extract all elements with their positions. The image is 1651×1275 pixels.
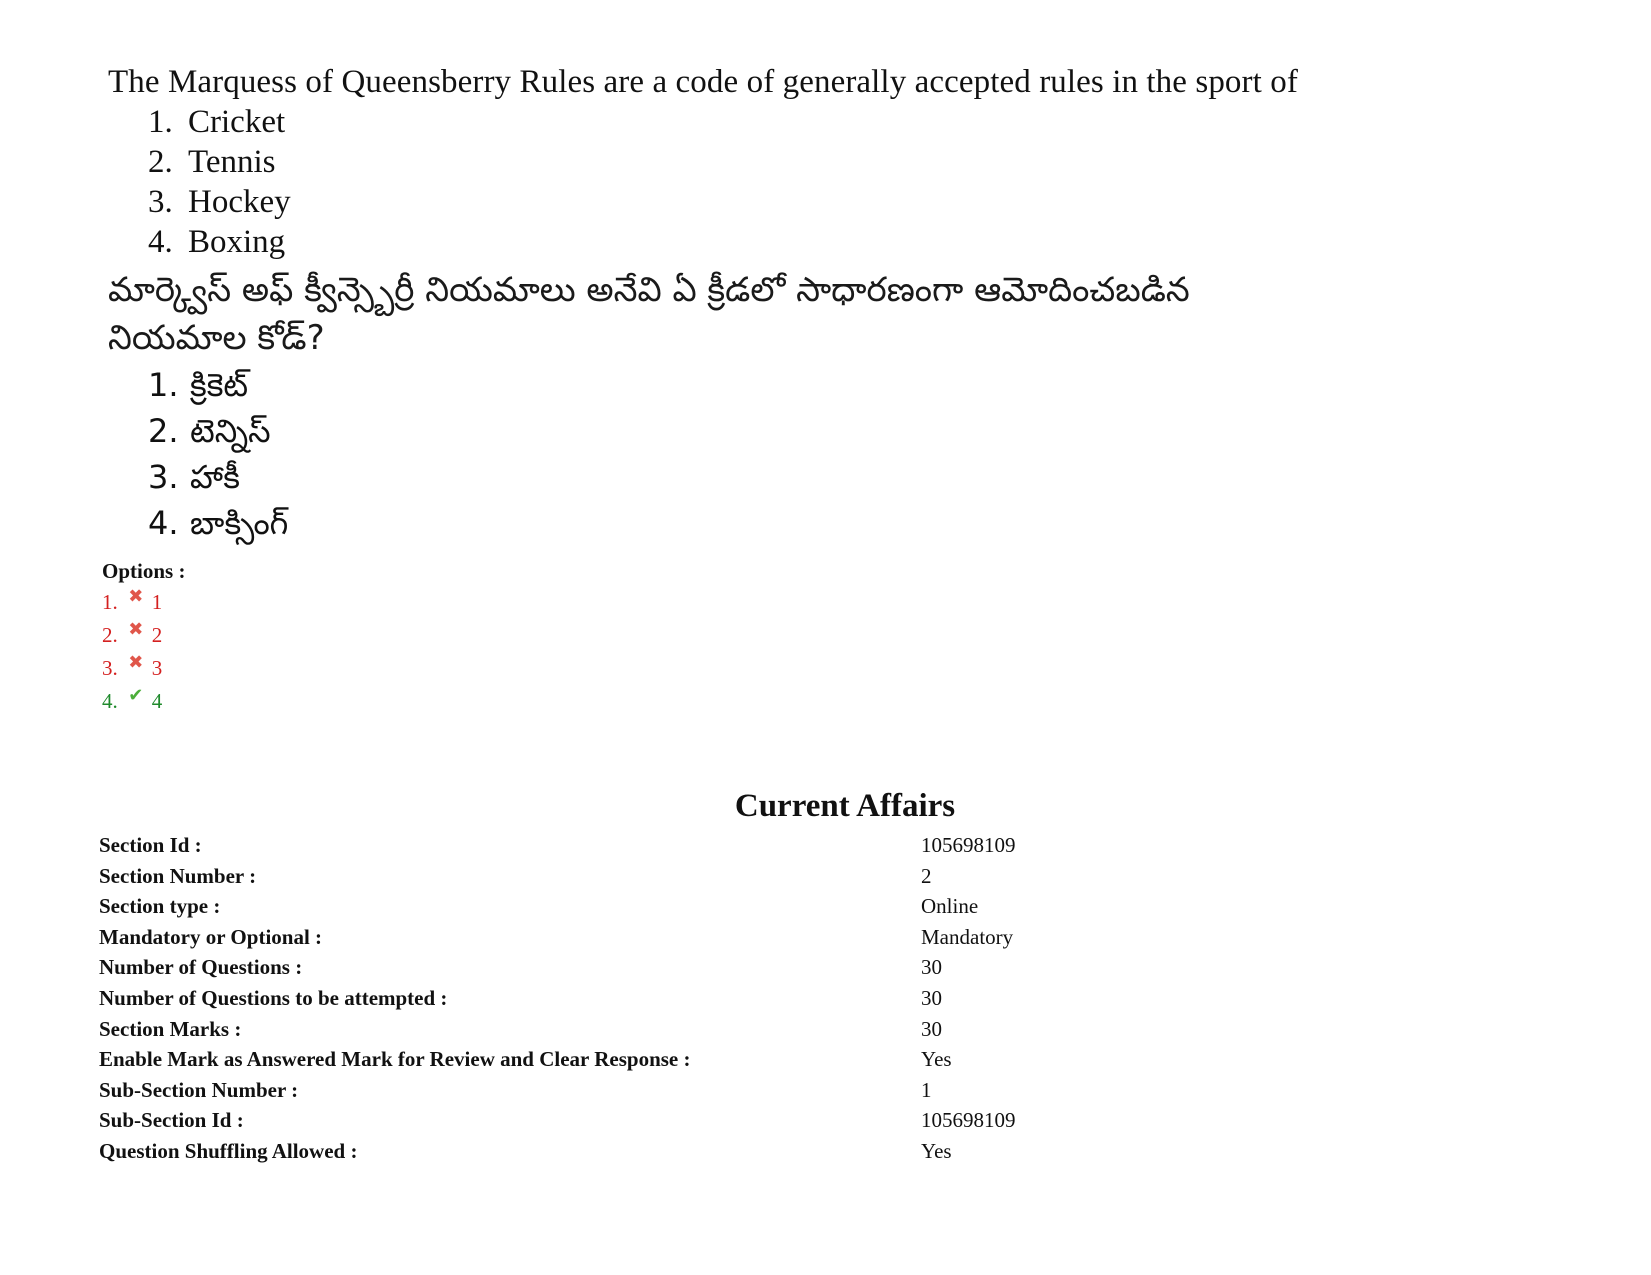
cross-icon: ✖ (128, 618, 144, 640)
option-number: 1. (148, 104, 173, 140)
question-option-english (108, 182, 1538, 222)
check-icon: ✔ (128, 684, 144, 706)
detail-label: Enable Mark as Answered Mark for Review and Clear Response : (99, 1047, 691, 1072)
option-number: 1. (148, 366, 179, 404)
detail-value: Yes (921, 1138, 952, 1163)
options-label: Options : (102, 559, 186, 583)
detail-value: 2 (921, 863, 932, 888)
question-options-english (108, 102, 1538, 262)
detail-label: Question Shuffling Allowed : (99, 1138, 358, 1163)
detail-label: Mandatory or Optional : (99, 924, 323, 949)
option-text: బాక్సింగ్ (190, 504, 289, 542)
question-option-telugu (108, 454, 1538, 500)
section-detail-row (99, 861, 1299, 892)
option-text: Cricket (188, 104, 286, 140)
detail-label: Section Number : (99, 863, 257, 888)
answer-option-number: 3. (102, 656, 118, 680)
option-text: Boxing (188, 224, 286, 260)
answer-option-number: 2. (102, 623, 118, 647)
answer-option-value: 1 (151, 590, 163, 614)
question-options-telugu (108, 362, 1538, 546)
option-number: 3. (148, 184, 173, 220)
section-detail-row (99, 1105, 1299, 1136)
section-detail-row (99, 952, 1299, 983)
option-text: టెన్నిస్ (190, 412, 271, 450)
detail-value: Yes (921, 1047, 952, 1072)
question-option-english (108, 222, 1538, 262)
detail-value: 1 (921, 1077, 932, 1102)
question-option-english (108, 142, 1538, 182)
question-option-telugu (108, 408, 1538, 454)
question-text-english: The Marquess of Queensberry Rules are a code of generally accepted rules in the sport of (108, 64, 1298, 100)
answer-option-row-correct (102, 685, 185, 718)
option-number: 4. (148, 224, 173, 260)
question-option-telugu (108, 362, 1538, 408)
detail-label: Number of Questions : (99, 955, 303, 980)
detail-label: Sub-Section Id : (99, 1108, 244, 1133)
section-detail-row (99, 1075, 1299, 1106)
answer-option-value: 2 (151, 623, 163, 647)
question-option-telugu (108, 500, 1538, 546)
detail-label: Section Marks : (99, 1016, 242, 1041)
answer-option-value: 4 (151, 689, 163, 713)
detail-label: Section Id : (99, 833, 202, 857)
option-text: క్రికెట్ (190, 366, 249, 404)
question-block (108, 62, 1538, 546)
answer-option-number: 4. (102, 689, 118, 713)
answer-option-value: 3 (151, 656, 163, 680)
question-text-telugu-line2: నియమాల కోడ్? (108, 318, 325, 358)
section-detail-row (99, 830, 1299, 861)
option-number: 2. (148, 144, 173, 180)
cross-icon: ✖ (128, 585, 144, 607)
section-detail-row (99, 922, 1299, 953)
detail-value: Mandatory (921, 924, 1014, 949)
option-text: హాకీ (190, 458, 240, 496)
option-text: Tennis (188, 144, 276, 180)
section-detail-row (99, 1044, 1299, 1075)
answer-option-number: 1. (102, 590, 118, 614)
question-text-telugu-line1: మార్క్వెస్ అఫ్ క్వీన్స్బెర్రీ నియమాలు అనేవి ఏ క్రీడలో సాధారణంగా ఆమోదించబడిన (108, 270, 1190, 310)
answer-option-row (102, 652, 185, 685)
answer-option-row (102, 586, 185, 619)
detail-value: 105698109 (921, 1108, 1016, 1133)
detail-value: 105698109 (921, 833, 1016, 857)
question-option-english (108, 102, 1538, 142)
section-detail-row (99, 983, 1299, 1014)
detail-value: 30 (921, 1016, 942, 1041)
option-number: 2. (148, 412, 179, 450)
cross-icon: ✖ (128, 651, 144, 673)
section-details (99, 830, 1299, 1167)
detail-value: 30 (921, 955, 942, 980)
detail-label: Section type : (99, 894, 221, 919)
answer-options (102, 556, 185, 718)
question-text-telugu (108, 266, 1538, 362)
answer-option-row (102, 619, 185, 652)
section-detail-row (99, 1136, 1299, 1167)
option-number: 4. (148, 504, 179, 542)
detail-label: Number of Questions to be attempted : (99, 985, 448, 1010)
section-title: Current Affairs (734, 788, 956, 824)
detail-label: Sub-Section Number : (99, 1077, 299, 1102)
detail-value: Online (921, 894, 979, 919)
detail-value: 30 (921, 985, 942, 1010)
section-detail-row (99, 1014, 1299, 1045)
section-detail-row (99, 891, 1299, 922)
option-text: Hockey (188, 184, 291, 220)
option-number: 3. (148, 458, 179, 496)
